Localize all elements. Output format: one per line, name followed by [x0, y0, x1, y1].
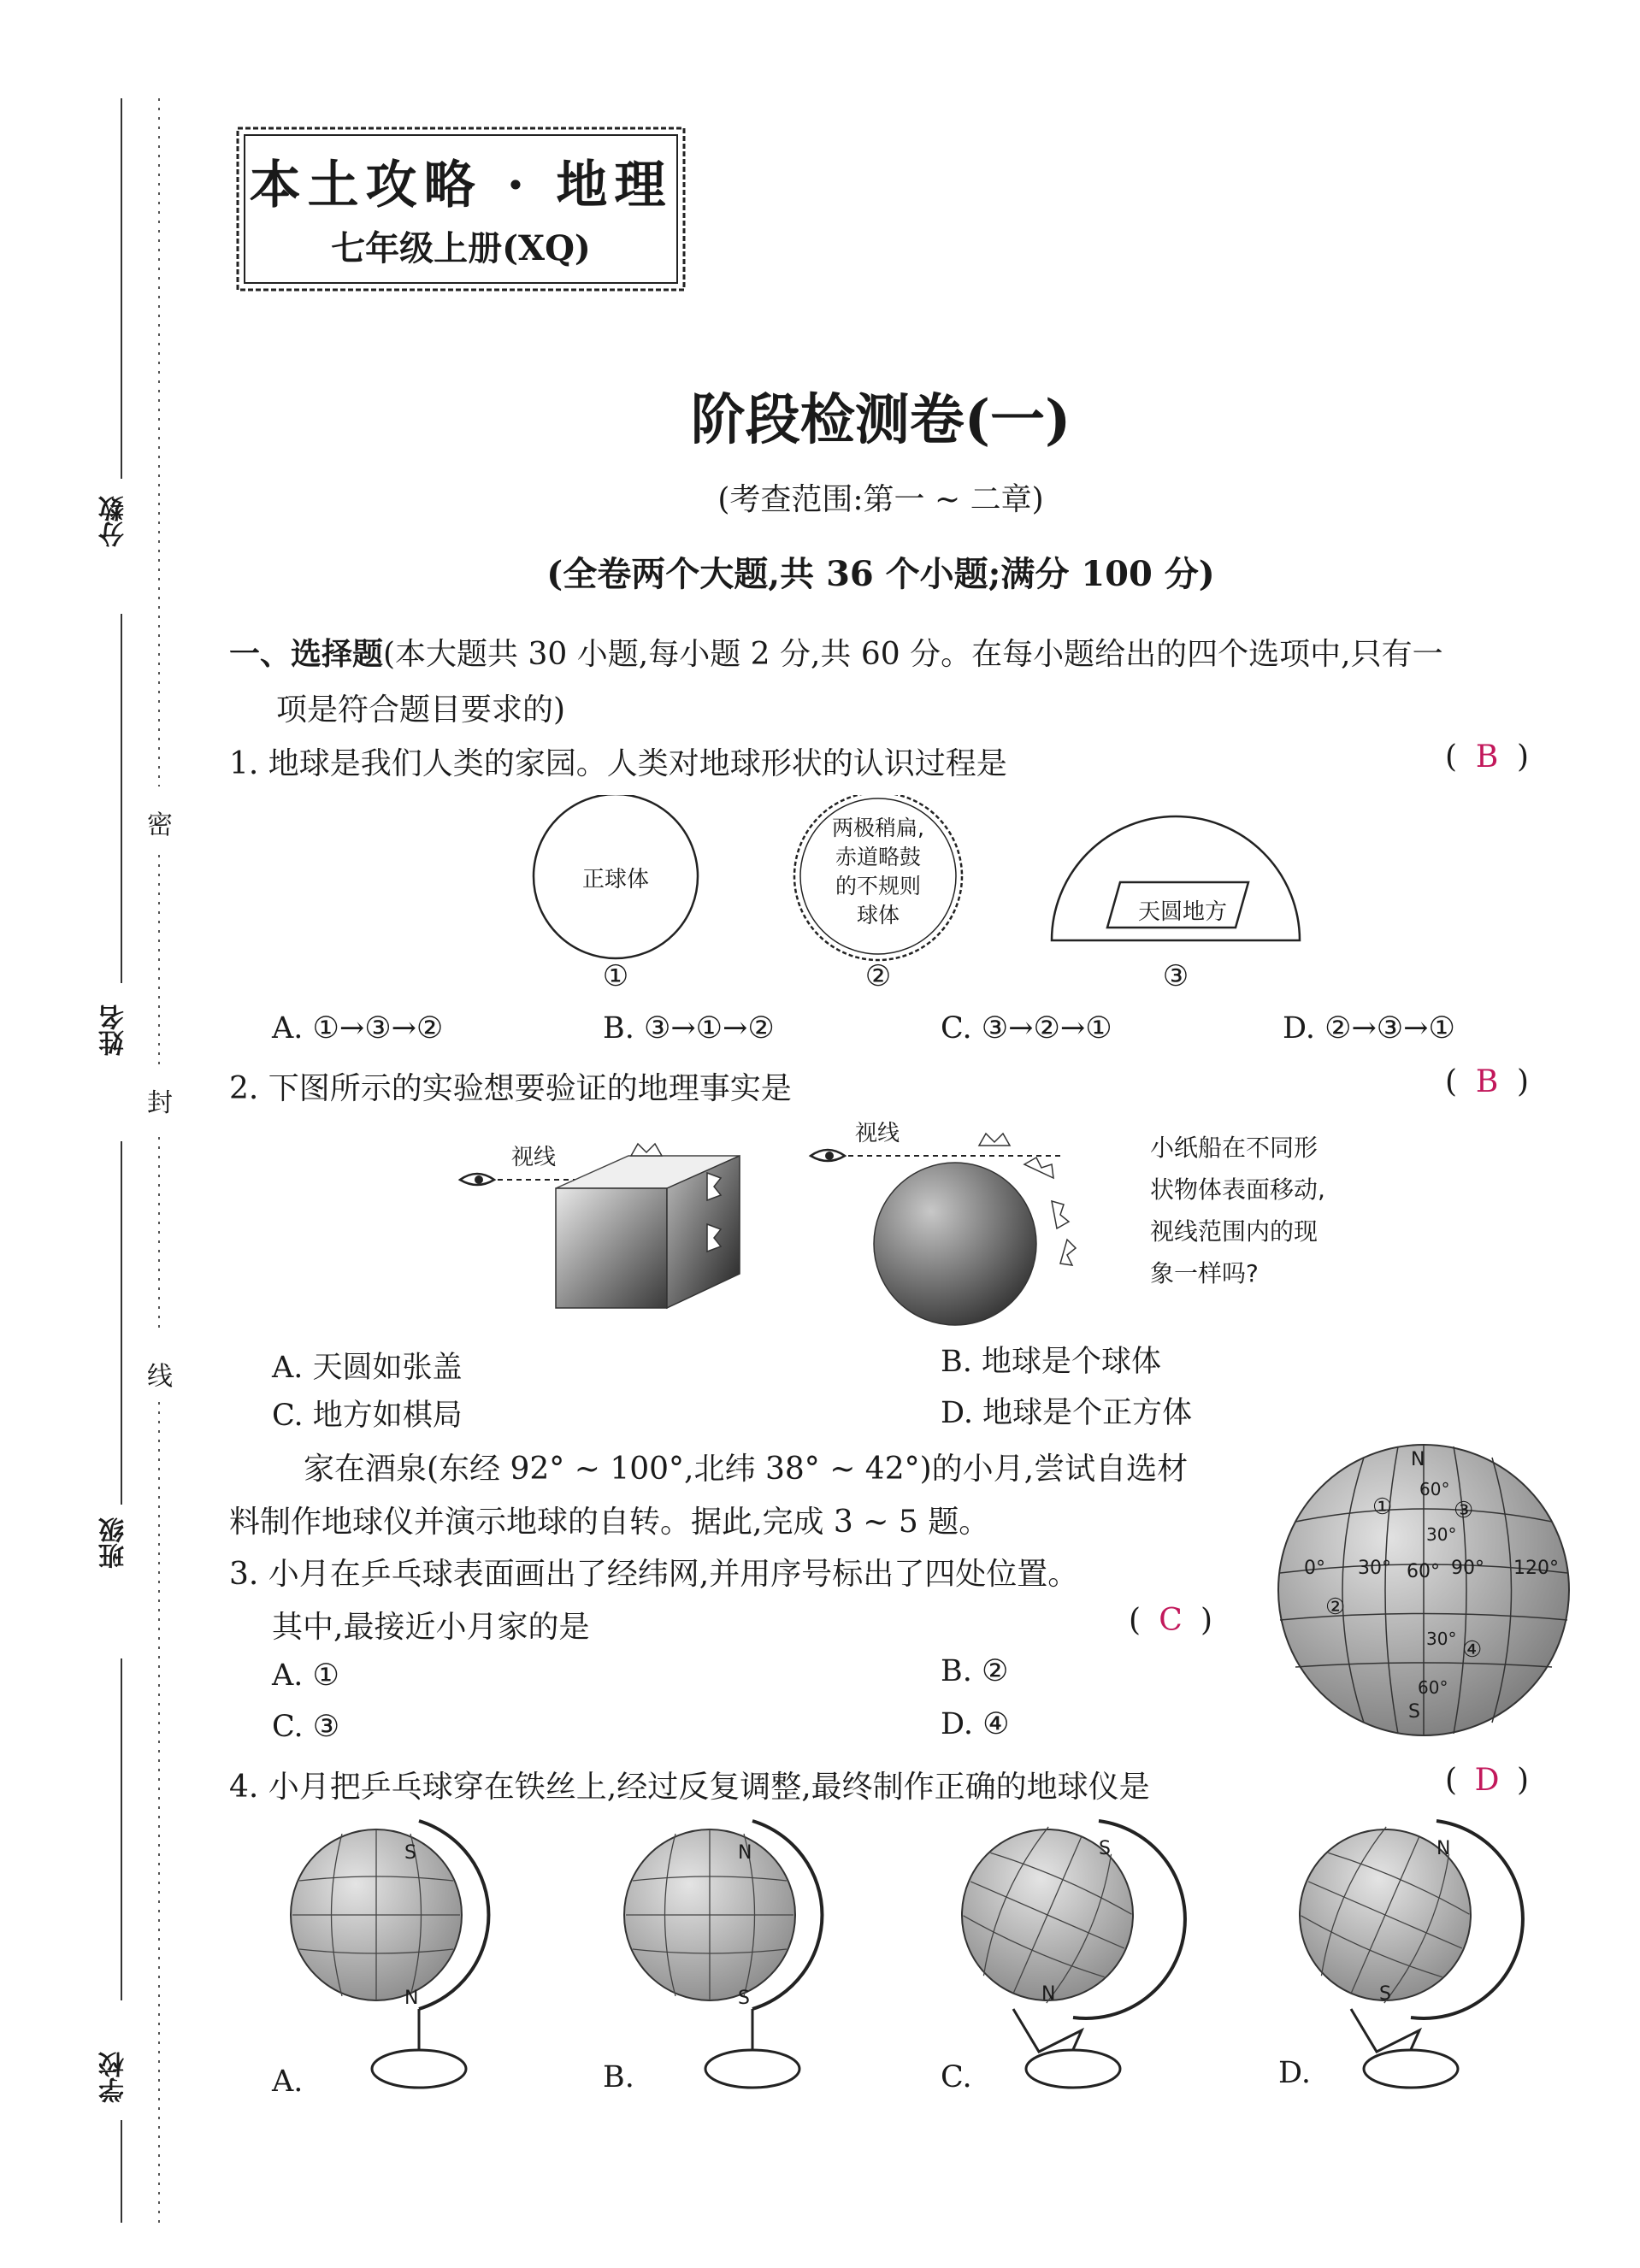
q1-fig2-line: 两极稍扁,	[832, 816, 924, 840]
q2-note-line: 小纸船在不同形	[1150, 1134, 1318, 1162]
q2-note-line: 象一样吗?	[1150, 1259, 1259, 1287]
q1-option-d: D. ②→③→①	[1283, 1011, 1455, 1046]
q1-answer: B	[1475, 739, 1499, 775]
q1-stem: 1. 地球是我们人类的家园。人类对地球形状的认识过程是	[229, 746, 1007, 781]
q3-answer: C	[1159, 1603, 1183, 1638]
q3-globe-lon-60: 60°	[1407, 1561, 1440, 1582]
q4-option-a: A.	[272, 2065, 304, 2099]
exam-scope: (考查范围:第一 ~ 二章)	[717, 482, 1044, 517]
q1-answer-box: ( B )	[1445, 739, 1530, 775]
field-score-label: 分数	[99, 496, 129, 547]
book-subtitle: 七年级上册(XQ)	[331, 228, 591, 268]
q2-boat-on-cube-1	[631, 1144, 662, 1156]
q3-globe-n: N	[1411, 1449, 1425, 1470]
q2-note-line: 视线范围内的现	[1150, 1217, 1318, 1246]
q4-option-d: D.	[1278, 2056, 1311, 2090]
q3-globe-pos-2: ②	[1325, 1594, 1346, 1620]
q1-fig3-label: 天圆地方	[1137, 899, 1227, 925]
q3-globe-pos-3: ③	[1454, 1498, 1474, 1523]
q3-globe-lat-60n: 60°	[1419, 1479, 1450, 1499]
binding-lines	[0, 0, 180, 2268]
section1-intro-line2: 项是符合题目要求的)	[276, 692, 566, 728]
q2-cube-front	[556, 1188, 667, 1308]
q4-globe-a-top-pole: S	[404, 1842, 416, 1864]
context-line2: 料制作地球仪并演示地球的自转。据此,完成 3 ~ 5 题。	[229, 1505, 990, 1540]
q3-stem-line2: 其中,最接近小月家的是	[272, 1610, 590, 1645]
q2-option-d: D. 地球是个正方体	[941, 1396, 1193, 1430]
q1-option-b: B. ③→①→②	[603, 1011, 775, 1046]
q3-globe-s: S	[1408, 1701, 1420, 1723]
q2-boat-on-ball-1	[979, 1134, 1010, 1146]
q1-fig1-label: 正球体	[581, 867, 649, 892]
q1-fig2-num: ②	[864, 959, 892, 993]
q4-answer-box: ( D )	[1445, 1763, 1530, 1798]
q4-globe-c	[935, 1812, 1185, 2088]
q3-answer-box: ( C )	[1129, 1603, 1213, 1638]
q2-boat-on-ball-3	[1052, 1201, 1069, 1228]
q3-option-b: B. ②	[941, 1654, 1009, 1688]
field-class-label: 班级	[99, 1517, 129, 1569]
q1-fig2-label	[793, 814, 964, 930]
q3-globe-pos-1: ①	[1372, 1494, 1393, 1520]
q3-option-d: D. ④	[941, 1707, 1010, 1741]
q3-globe-lon-120: 120°	[1513, 1558, 1559, 1579]
exam-title: 阶段检测卷(一)	[690, 388, 1071, 452]
q4-globe-b-bottom-pole: S	[738, 1988, 750, 2009]
q1-fig3-num: ③	[1162, 959, 1189, 993]
binding-margin	[0, 0, 180, 2268]
q2-option-b: B. 地球是个球体	[941, 1345, 1161, 1379]
q1-fig1-num: ①	[602, 959, 629, 993]
q2-boat-on-ball-4	[1060, 1240, 1076, 1265]
q4-globe-c-top-pole: S	[1099, 1838, 1111, 1859]
q3-globe-lon-0: 0°	[1304, 1558, 1325, 1579]
q4-option-c: C.	[941, 2060, 972, 2094]
seal-feng: 封	[147, 1088, 173, 1118]
q4-globe-a	[291, 1821, 488, 2088]
q3-globe-lon-30: 30°	[1358, 1558, 1391, 1579]
q4-globe-d	[1272, 1812, 1523, 2088]
q3-stem-line1: 3. 小月在乒乓球表面画出了经纬网,并用序号标出了四处位置。	[229, 1557, 1079, 1592]
q2-sight-label-2: 视线	[855, 1121, 900, 1146]
q2-boat-on-ball-2	[1024, 1158, 1053, 1178]
q4-globe-d-top-pole: N	[1436, 1838, 1451, 1859]
exam-summary: (全卷两个大题,共 36 个小题;满分 100 分)	[546, 554, 1215, 594]
q2-note-line: 状物体表面移动,	[1150, 1175, 1325, 1204]
q2-answer: B	[1475, 1064, 1499, 1099]
q2-answer-box: ( B )	[1445, 1064, 1530, 1099]
section1-intro-line1: (本大题共 30 小题,每小题 2 分,共 60 分。在每小题给出的四个选项中,只有一	[383, 637, 1443, 672]
q4-option-b: B.	[603, 2060, 634, 2094]
q2-ball	[874, 1163, 1036, 1325]
q2-option-a: A. 天圆如张盖	[272, 1351, 463, 1385]
q2-sight-label-1: 视线	[511, 1145, 557, 1170]
q4-answer: D	[1474, 1763, 1500, 1798]
q1-fig2-line: 的不规则	[835, 874, 921, 898]
q3-globe-lat-30s: 30°	[1426, 1629, 1457, 1649]
q2-option-c: C. 地方如棋局	[272, 1399, 463, 1433]
q3-globe-lat-60s: 60°	[1418, 1677, 1448, 1698]
q3-globe-pos-4: ④	[1462, 1637, 1483, 1663]
q3-globe-lat-30n: 30°	[1426, 1524, 1457, 1545]
context-line1: 家在酒泉(东经 92° ~ 100°,北纬 38° ~ 42°)的小月,尝试自选材	[304, 1452, 1189, 1487]
q4-globe-b-top-pole: N	[738, 1842, 752, 1864]
q4-globe-c-bottom-pole: N	[1041, 1983, 1056, 2005]
section1-intro	[229, 630, 1443, 674]
q4-stem: 4. 小月把乒乓球穿在铁丝上,经过反复调整,最终制作正确的地球仪是	[229, 1770, 1150, 1805]
section1-heading: 一、选择题	[229, 636, 384, 672]
q4-globe-a-bottom-pole: N	[404, 1988, 419, 2009]
field-name-label: 姓名	[99, 1004, 129, 1056]
q1-option-c: C. ③→②→①	[941, 1011, 1112, 1046]
q3-globe-lon-90: 90°	[1451, 1558, 1484, 1579]
q3-option-c: C. ③	[272, 1710, 340, 1744]
field-school-label: 学校	[99, 2052, 129, 2103]
seal-xian: 线	[147, 1362, 173, 1392]
q1-fig2-line: 球体	[856, 903, 900, 928]
q4-globe-d-bottom-pole: S	[1379, 1983, 1391, 2005]
q4-globes	[282, 1812, 1616, 2094]
seal-mi: 密	[147, 810, 173, 840]
q2-note	[1150, 1127, 1325, 1294]
q1-fig2-line: 赤道略鼓	[835, 845, 921, 869]
q1-option-a: A. ①→③→②	[272, 1011, 444, 1046]
book-title-box	[235, 126, 687, 292]
q2-stem: 2. 下图所示的实验想要验证的地理事实是	[229, 1071, 792, 1106]
book-title: 本土攻略 · 地理	[249, 156, 673, 215]
q4-globe-b	[624, 1821, 822, 2088]
q3-option-a: A. ①	[272, 1658, 339, 1693]
